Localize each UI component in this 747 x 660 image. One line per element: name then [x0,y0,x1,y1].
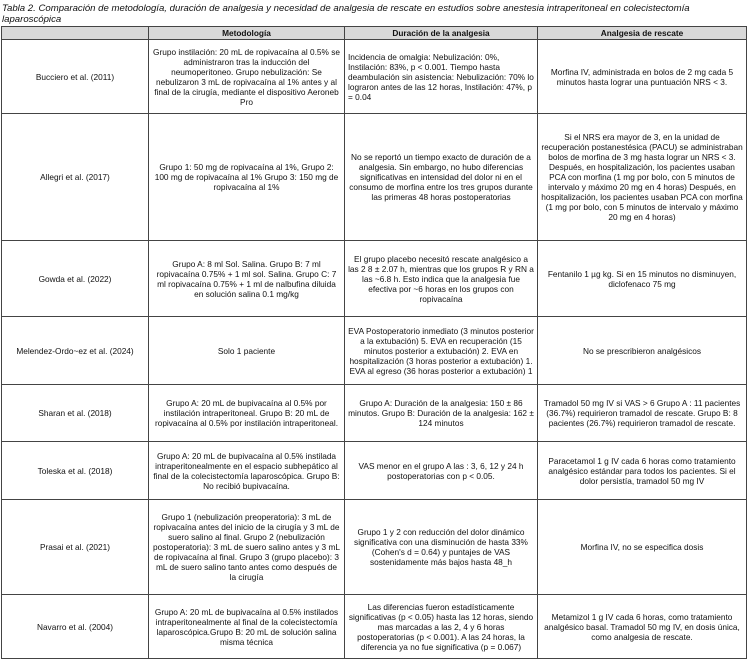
study-cell: Navarro et al. (2004) [2,595,149,659]
rescue-cell: Morfina IV, administrada en bolos de 2 mg cada 5 minutos hasta lograr una puntuación NRS < 3. [538,40,747,114]
methodology-cell: Grupo A: 20 mL de bupivacaína al 0.5% por instilación intraperitoneal. Grupo B: 20 mL de ropivacaína al 0.5% por instilación intraperitoneal. [149,385,345,442]
duration-cell: VAS menor en el grupo A las : 3, 6, 12 y 24 h postoperatorias con p < 0.05. [345,442,538,500]
table-row [2,500,747,595]
table-row [2,442,747,500]
rescue-cell: No se prescribieron analgésicos [538,317,747,385]
study-cell: Bucciero et al. (2011) [2,40,149,114]
rescue-cell: Fentanilo 1 µg kg. Si en 15 minutos no disminuyen, diclofenaco 75 mg [538,241,747,317]
study-cell: Gowda et al. (2022) [2,241,149,317]
study-cell: Allegri et al. (2017) [2,114,149,241]
duration-cell: Grupo A: Duración de la analgesia: 150 ± 86 minutos. Grupo B: Duración de la analgesia: 162 ± 124 minutos [345,385,538,442]
methodology-cell: Grupo instilación: 20 mL de ropivacaína al 0.5% se administraron tras la inducción del neumoperitoneo. Grupo nebulización: Se nebulizaron 3 mL de ropivacaína al 1% antes y al final de la cirugía, mediante el dispositivo Aeroneb Pro [149,40,345,114]
methodology-cell: Grupo A: 20 mL de bupivacaína al 0.5% instilada intraperitonealmente en el espacio subhepático al final de la colecistectomía laparoscópica. Grupo B: No recibió bupivacaína. [149,442,345,500]
table-row [2,385,747,442]
header-methodology: Metodología [149,27,345,40]
table-row [2,595,747,659]
rescue-cell: Tramadol 50 mg IV si VAS > 6 Grupo A : 11 pacientes (36.7%) requirieron tramadol de rescate. Grupo B: 8 pacientes (26.7%) requirieron tramadol de rescate. [538,385,747,442]
duration-cell: El grupo placebo necesitó rescate analgésico a las 2 8 ± 2.07 h, mientras que los grupos R y RN a las ~6.8 h. Esto indica que la analgesia fue efectiva por ~6 horas en los grupos con ropivacaína [345,241,538,317]
header-rescue: Analgesia de rescate [538,27,747,40]
rescue-cell: Morfina IV, no se especifica dosis [538,500,747,595]
duration-cell: No se reportó un tiempo exacto de duración de a analgesia. Sin embargo, no hubo diferencias significativas en intensidad del dolor ni en el consumo de morfina entre los tres grupos durante las primeras 48 horas postoperatorias [345,114,538,241]
study-cell: Prasai et al. (2021) [2,500,149,595]
duration-cell: Grupo 1 y 2 con reducción del dolor dinámico significativa con una disminución de hasta 33% (Cohen's d = 0.64) y puntajes de VAS sostenidamente más bajos hasta 48_h [345,500,538,595]
methodology-cell: Grupo 1: 50 mg de ropivacaína al 1%, Grupo 2: 100 mg de ropivacaína al 1% Grupo 3: 150 mg de ropivacaína al 1% [149,114,345,241]
rescue-cell: Paracetamol 1 g IV cada 6 horas como tratamiento analgésico estándar para todos los pacientes. Si el dolor persistía, tramadol 50 mg IV [538,442,747,500]
table-row [2,114,747,241]
header-row [2,27,747,40]
methodology-cell: Grupo 1 (nebulización preoperatoria): 3 mL de ropivacaína antes del inicio de la cirugía y 3 mL de suero salino al final. Grupo 2 (nebulización postoperatoria): 3 mL de suero salino antes y 3 mL de ropivacaína al final. Grupo 3 (grupo placebo): 3 mL de suero salino tanto antes como después de la cirugía [149,500,345,595]
header-duration: Duración de la analgesia [345,27,538,40]
duration-cell: EVA Postoperatorio inmediato (3 minutos posterior a la extubación) 5. EVA en recuperación (15 minutos posterior a extubación) 2. EVA en hospitalización (3 horas posterior a extubación) 1. EVA al egreso (36 horas posterior a extubación) 1 [345,317,538,385]
rescue-cell: Metamizol 1 g IV cada 6 horas, como tratamiento analgésico basal. Tramadol 50 mg IV, en dosis única, como analgesia de rescate. [538,595,747,659]
table-caption: Tabla 2. Comparación de metodología, duración de analgesia y necesidad de analgesia de rescate en estudios sobre anestesia intraperitoneal en colecistectomía laparoscópica [2,3,690,25]
comparison-table [1,26,747,659]
table-row [2,317,747,385]
study-cell: Melendez-Ordo~ez et al. (2024) [2,317,149,385]
methodology-cell: Solo 1 paciente [149,317,345,385]
duration-cell: Incidencia de omalgia: Nebulización: 0%, Instilación: 83%, p < 0.001. Tiempo hasta deambulación sin asistencia: Nebulización: 70% lo lograron antes de las 12 horas, Instilación: 47%, p = 0.04 [345,40,538,114]
table-row [2,241,747,317]
study-cell: Sharan et al. (2018) [2,385,149,442]
duration-cell: Las diferencias fueron estadísticamente significativas (p < 0.05) hasta las 12 horas, siendo mas marcadas a las 2, 4 y 6 horas postoperatorias (p < 0.001). A las 24 horas, la diferencia ya no fue significativa (p = 0.067) [345,595,538,659]
rescue-cell: Si el NRS era mayor de 3, en la unidad de recuperación postanestésica (PACU) se administraban bolos de morfina de 3 mg hasta lograr un NRS < 3. Después, en hospitalización, los pacientes usaban PCA con morfina (1 mg por bolo, con 5 minutos de intervalo y máximo 20 mg en 4 horas) Después, en hospitalización, los pacientes usaban PCA con morfina (1 mg por bolo, con 5 minutos de intervalo y máximo 20 mg en 4 horas) [538,114,747,241]
methodology-cell: Grupo A: 8 ml Sol. Salina. Grupo B: 7 ml ropivacaína 0.75% + 1 ml sol. Salina. Grupo C: 7 ml ropivacaína 0.75% + 1 ml de nalbufina diluida en solución salina 0.1 mg/kg [149,241,345,317]
header-study [2,27,149,40]
study-cell: Toleska et al. (2018) [2,442,149,500]
table-row [2,40,747,114]
methodology-cell: Grupo A: 20 mL de bupivacaína al 0.5% instilados intraperitonealmente al final de la colecistectomía laparoscópica.Grupo B: 20 mL de solución salina misma técnica [149,595,345,659]
